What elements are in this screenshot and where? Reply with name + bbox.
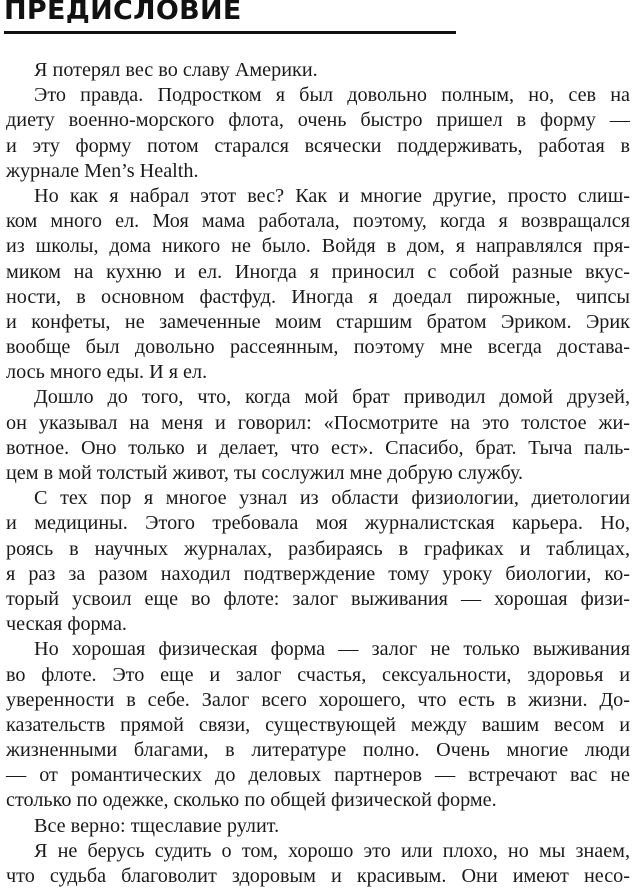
- heading-underline: [4, 31, 456, 34]
- text-line: я раз за разом находил подтверждение тому уроку биологии, ко-: [6, 562, 630, 585]
- text-line: и эту форму потом старался всячески поддерживать, работая в: [6, 134, 630, 157]
- text-line: диету военно-морского флота, очень быстро пришел в форму —: [6, 109, 630, 132]
- text-line: — от романтических до деловых партнеров — встречают вас не: [6, 764, 630, 787]
- text-line: журнале Men’s Health.: [6, 159, 199, 182]
- text-line: лось много еды. И я ел.: [6, 361, 208, 384]
- preface-body-text: [6, 58, 630, 889]
- text-line: Но как я набрал этот вес? Как и многие другие, просто слиш-: [34, 184, 630, 207]
- text-line: столько по одежке, сколько по общей физической форме.: [6, 789, 497, 812]
- text-line: ческая форма.: [6, 613, 127, 636]
- text-line: миком на кухню и ел. Иногда я приносил с собой разные вкус-: [6, 260, 630, 283]
- text-line: и конфеты, не замеченные моим старшим братом Эриком. Эрик: [6, 310, 630, 333]
- text-line: казательств прямой связи, существующей между вашим весом и: [6, 713, 630, 736]
- text-line: роясь в научных журналах, разбираясь в графиках и таблицах,: [6, 537, 630, 560]
- text-line: цем в мой толстый живот, ты сослужил мне добрую службу.: [6, 462, 524, 484]
- text-line: С тех пор я многое узнал из области физиологии, диетологии: [34, 487, 630, 510]
- text-line: он указывал на меня и говорил: «Посмотрите на это толстое жи-: [6, 411, 630, 434]
- chapter-heading: ПРЕДИСЛОВИЕ: [4, 0, 242, 26]
- text-line: жизненными благами, в литературе полно. Очень многие люди: [6, 739, 630, 762]
- text-line: и медицины. Этого требовала моя журналистская карьера. Но,: [6, 512, 630, 535]
- text-line: вообще был довольно рассеянным, поэтому мне всегда достава-: [6, 336, 630, 359]
- text-line: Это правда. Подростком я был довольно полным, но, сев на: [34, 84, 630, 107]
- text-line: Но хорошая физическая форма — залог не только выживания: [34, 638, 630, 661]
- text-line: уверенности в себе. Залог всего хорошего, что есть в жизни. До-: [6, 688, 630, 711]
- text-line: во флоте. Это еще и залог счастья, сексуальности, здоровья и: [6, 663, 630, 686]
- text-line: ности, в основном фастфуд. Иногда я доедал пирожные, чипсы: [6, 285, 630, 308]
- text-line: Все верно: тщеславие рулит.: [34, 814, 280, 837]
- text-line: вотное. Оно только и делает, что ест». Спасибо, брат. Тыча паль-: [6, 436, 630, 459]
- text-line: торый усвоил еще во флоте: залог выживания — хорошая физи-: [6, 587, 630, 610]
- text-line: Дошло до того, что, когда мой брат приводил домой друзей,: [34, 386, 630, 409]
- text-line: Я потерял вес во славу Америки.: [34, 59, 318, 81]
- text-line: из школы, дома никого не было. Войдя в дом, я направлялся пря-: [6, 235, 630, 258]
- text-line: ком много ел. Моя мама работала, поэтому, когда я возвращался: [6, 210, 630, 233]
- text-line: что судьба благоволит здоровым и красивым. Они имеют несо-: [6, 865, 630, 887]
- text-line: Я не берусь судить о том, хорошо это или плохо, но мы знаем,: [34, 839, 630, 862]
